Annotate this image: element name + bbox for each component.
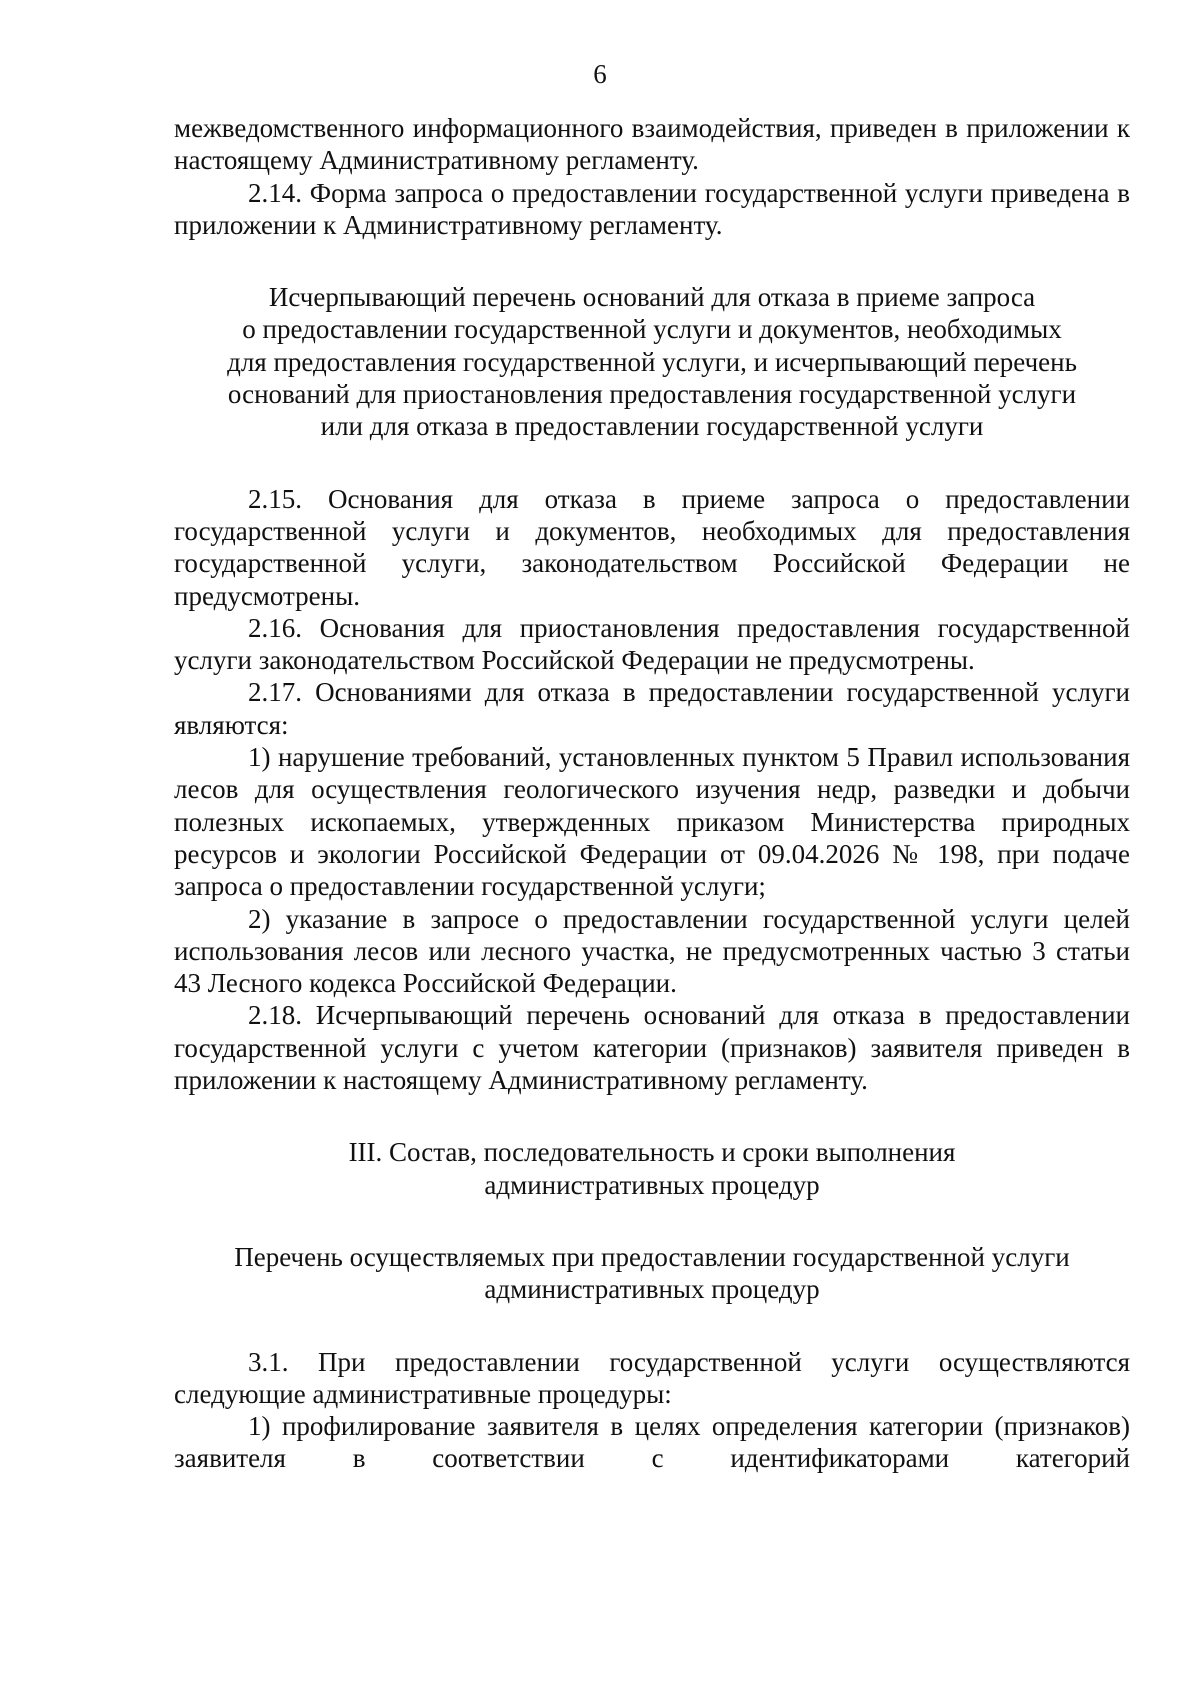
heading-line: о предоставлении государственной услуги и документов, необходимых — [242, 314, 1062, 345]
heading-line: Исчерпывающий перечень оснований для отказа в приеме запроса — [268, 282, 1036, 313]
paragraph-2-18: 2.18. Исчерпывающий перечень оснований для отказа в предоставлении государственной услуги с учетом категории (признаков) заявителя приведен в приложении к настоящему Административному регламенту. — [174, 1000, 1130, 1096]
section-heading-refusal-grounds — [174, 281, 1130, 442]
paragraph-2-17-item-2: 2) указание в запросе о предоставлении государственной услуги целей использования лесов или лесного участка, не предусмотренных частью 3 статьи 43 Лесного кодекса Российской Федерации. — [174, 903, 1130, 999]
paragraph-3-1-item-1: 1) профилирование заявителя в целях определения категории (признаков) заявителя в соответствии с идентификаторами категорий — [174, 1411, 1130, 1474]
section-heading-iii — [174, 1136, 1130, 1201]
subsection-heading-procedures — [174, 1241, 1130, 1306]
heading-line: Перечень осуществляемых при предоставлении государственной услуги — [234, 1241, 1070, 1272]
paragraph-3-1: 3.1. При предоставлении государственной услуги осуществляются следующие административные процедуры: — [174, 1346, 1130, 1409]
heading-line: для предоставления государственной услуги, и исчерпывающий перечень — [227, 346, 1077, 377]
paragraph-continuation: межведомственного информационного взаимодействия, приведен в приложении к настоящему Административному регламенту. — [174, 113, 1130, 176]
paragraph-2-15: 2.15. Основания для отказа в приеме запроса о предоставлении государственной услуги и документов, необходимых для предоставления государственной услуги, законодательством Российской Федерации не предусмотрены. — [174, 483, 1130, 611]
document-body — [174, 112, 1130, 1475]
heading-line: или для отказа в предоставлении государственной услуги — [320, 411, 984, 442]
heading-line: III. Состав, последовательность и сроки выполнения — [348, 1137, 956, 1168]
paragraph-2-16: 2.16. Основания для приостановления предоставления государственной услуги законодательством Российской Федерации не предусмотрены. — [174, 612, 1130, 676]
page-number: 6 — [593, 59, 607, 89]
heading-line: административных процедур — [484, 1169, 820, 1200]
heading-line: административных процедур — [484, 1274, 820, 1305]
paragraph-2-14: 2.14. Форма запроса о предоставлении государственной услуги приведена в приложении к Административному регламенту. — [174, 177, 1130, 240]
paragraph-2-17-item-1: 1) нарушение требований, установленных пунктом 5 Правил использования лесов для осуществления геологического изучения недр, разведки и добычи полезных ископаемых, утвержденных приказом Министерства природных ресурсов и экологии Российской Федерации от 09.04.2026 № 198, при подаче запроса о предоставлении государственной услуги; — [174, 742, 1130, 902]
heading-line: оснований для приостановления предоставления государственной услуги — [227, 379, 1077, 410]
paragraph-2-17: 2.17. Основаниями для отказа в предоставлении государственной услуги являются: — [174, 677, 1130, 740]
